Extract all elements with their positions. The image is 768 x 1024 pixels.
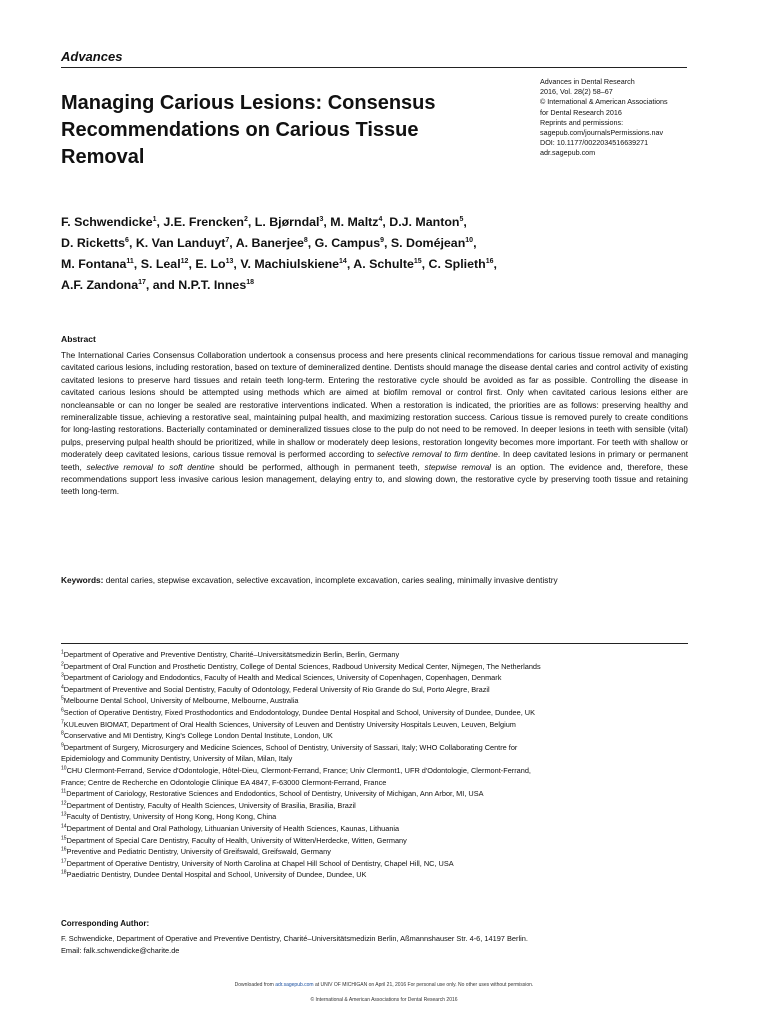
affiliation-text: Preventive and Pediatric Dentistry, University of Greifswald, Greifswald, Germany: [66, 847, 331, 857]
title-line: Managing Carious Lesions: Consensus: [61, 92, 436, 114]
keywords: [61, 574, 701, 586]
affiliation-number: 18: [61, 869, 67, 876]
author-affiliation-number: 12: [180, 257, 189, 265]
author: [136, 236, 229, 250]
affiliation-number: 11: [61, 788, 67, 795]
download-link[interactable]: adr.sagepub.com: [275, 982, 314, 988]
affiliation: [61, 800, 701, 812]
article-title: [61, 90, 501, 171]
abstract-body: [61, 349, 688, 498]
affiliation-number: 7: [61, 719, 64, 726]
author: [236, 236, 308, 250]
reprints-label: Reprints and permissions:: [540, 117, 624, 127]
author-name: N.P.T. Innes: [178, 278, 247, 292]
affiliation-text: Department of Surgery, Microsurgery and Medicine Sciences, School of Dentistry, University of Sassari, Italy; WHO Collaborating Centre for: [63, 742, 518, 752]
author: [178, 278, 254, 292]
affiliation: [61, 649, 701, 661]
affiliation-number: 17: [61, 858, 67, 865]
author-affiliation-number: 14: [339, 257, 347, 265]
affiliations: [61, 649, 701, 881]
author-name: J.E. Frencken: [163, 215, 244, 229]
author-name: F. Schwendicke: [61, 215, 153, 229]
author-name: V. Machiulskiene: [240, 257, 340, 271]
affiliation-text: Department of Operative and Preventive Dentistry, Charité–Universitätsmedizin Berlin, Berlin, Germany: [63, 650, 400, 659]
author: [163, 215, 247, 229]
abstract-heading: Abstract: [61, 334, 96, 344]
author: [353, 257, 421, 271]
abstract-text: . In deep cavitated lesions in primary or permanent teeth,: [61, 449, 688, 472]
affiliation-text: Melbourne Dental School, University of Melbourne, Melbourne, Australia: [63, 696, 299, 706]
abstract-emphasis: stepwise removal: [424, 461, 492, 472]
author-affiliation-number: 16: [485, 257, 494, 265]
affiliation-text: KULeuven BIOMAT, Department of Oral Health Sciences, University of Leuven and Dentistry University Hospitals Leuven, Leuven, Belgium: [63, 719, 516, 729]
affiliation-number: 3: [61, 672, 64, 679]
affiliation-text: Faculty of Dentistry, University of Hong Kong, Hong Kong, China: [66, 812, 277, 822]
author-name: A. Schulte: [353, 257, 414, 271]
author-name: S. Leal: [140, 257, 181, 271]
affiliation: [61, 777, 701, 789]
affiliation-number: 16: [61, 846, 67, 853]
affiliation-number: 10: [61, 765, 67, 772]
keywords-text: dental caries, stepwise excavation, selective excavation, incomplete excavation, caries sealing, minimally invasive dentistry: [103, 575, 558, 585]
affiliation: [61, 846, 701, 858]
author: [195, 257, 233, 271]
affiliation-text: Department of Oral Function and Prosthetic Dentistry, College of Dental Sciences, Radboud University Medical Center, Nijmegen, The Netherlands: [63, 661, 541, 671]
author-affiliation-number: 5: [459, 215, 464, 223]
affiliation-text: Department of Dentistry, Faculty of Health Sciences, University of Brasilia, Brasilia, Brazil: [66, 800, 356, 810]
affiliation: [61, 661, 701, 673]
affiliation: [61, 753, 701, 765]
affiliation-number: 14: [61, 823, 67, 830]
author: [389, 215, 463, 229]
affiliation: [61, 869, 701, 881]
affiliation-number: 6: [61, 707, 64, 714]
author-affiliation-number: 10: [465, 236, 474, 244]
author-name: M. Fontana: [61, 257, 127, 271]
corresponding-author-heading: Corresponding Author:: [61, 919, 150, 928]
affiliation-text: Paediatric Dentistry, Dundee Dental Hospital and School, University of Dundee, Dundee, UK: [66, 870, 367, 880]
affiliation: [61, 835, 701, 847]
abstract-text: should be performed, although in permanent teeth,: [214, 461, 425, 472]
author-name: K. Van Landuyt: [135, 236, 226, 250]
author-affiliation-number: 7: [225, 236, 230, 244]
author-affiliation-number: 3: [319, 215, 324, 223]
affiliation-text: Department of Operative Dentistry, University of North Carolina at Chapel Hill School of Dentistry, Chapel Hill, NC, USA: [66, 858, 454, 868]
affiliation-number: 8: [61, 730, 64, 737]
author-name: E. Lo: [195, 257, 226, 271]
copyright-line: © International & American Associations: [540, 97, 668, 107]
section-divider: [61, 67, 687, 68]
author-list: F. Schwendicke$^1$, J.E. Frencken$^2$, L. Bjørndal$^3$, M. Maltz$^4$, D.J. Manton$^5$, D. Ricketts$^6$, K. Van Landuyt$^7$, A. Banerjee$^8$, G. Campus$^9$, S. Doméjean$^{10}$, M. Fontana$^{11}$, S. Leal$^{12}$, E. Lo$^{13}$, V. Machiulskiene$^{14}$, A. Schulte$^{15}$, C. Splieth$^{16}$, A.F. Zandona$^{17}$, and N.P.T. Innes$^{18}$: [61, 215, 497, 292]
affiliation: [61, 730, 701, 742]
author-affiliation-number: 9: [380, 236, 384, 244]
author-name: L. Bjørndal: [254, 215, 320, 229]
affiliation-number: 5: [61, 695, 64, 702]
author-affiliation-number: 8: [303, 236, 308, 244]
affiliation: [61, 788, 701, 800]
author-affiliation-number: 11: [126, 257, 134, 265]
corresponding-email[interactable]: Email: falk.schwendicke@charite.de: [61, 946, 180, 956]
affiliation: [61, 684, 701, 696]
permissions-link[interactable]: sagepub.com/journalsPermissions.nav: [540, 128, 664, 138]
affiliation: [61, 742, 701, 754]
copyright-line: for Dental Research 2016: [540, 107, 622, 117]
affiliation-text: Department of Special Care Dentistry, Faculty of Health, University of Witten/Herdecke, Witten, Germany: [66, 835, 407, 845]
download-prefix: Downloaded from: [234, 982, 276, 988]
affiliation-text: France; Centre de Recherche en Odontologie Clinique EA 4847, F-63000 Clermont-Ferrand, France: [61, 777, 387, 787]
author-name: A.F. Zandona: [61, 278, 139, 292]
author: [240, 257, 347, 271]
affiliation: [61, 765, 701, 777]
author-name: D. Ricketts: [61, 236, 126, 250]
author-name: M. Maltz: [330, 215, 379, 229]
affiliation-number: 12: [61, 800, 67, 807]
affiliation-text: Department of Cariology and Endodontics, Faculty of Health and Medical Sciences, University of Copenhagen, Copenhagen, Denmark: [63, 673, 502, 683]
download-notice: [0, 982, 768, 988]
footer-copyright: © International & American Associations for Dental Research 2016: [310, 997, 458, 1003]
affiliation: [61, 695, 701, 707]
affiliation-text: CHU Clermont-Ferrand, Service d'Odontologie, Hôtel-Dieu, Clermont-Ferrand, France; Univ Clermont1, UFR d'Odontologie, Clermont-Ferrand,: [66, 765, 531, 775]
journal-volume: 2016, Vol. 28(2) 58–67: [540, 87, 613, 97]
affiliation-text: Department of Dental and Oral Pathology, Lithuanian University of Health Sciences, Kaunas, Lithuania: [66, 823, 400, 833]
affiliation: [61, 719, 701, 731]
author-affiliation-number: 2: [243, 215, 248, 223]
author: [255, 215, 324, 229]
journal-site-link[interactable]: adr.sagepub.com: [540, 148, 596, 158]
author: [141, 257, 189, 271]
affiliation: [61, 823, 701, 835]
author-affiliation-number: 4: [378, 215, 383, 223]
affiliation-number: 15: [61, 835, 67, 842]
author: [61, 215, 157, 229]
affiliation-text: Department of Preventive and Social Dentistry, Faculty of Odontology, Federal University of Rio Grande do Sul, Porto Alegre, Brazil: [63, 684, 490, 694]
author-name: S. Doméjean: [390, 236, 466, 250]
author: [61, 236, 129, 250]
affiliations-divider: [61, 643, 688, 644]
affiliation: [61, 707, 701, 719]
author-affiliation-number: 15: [413, 257, 422, 265]
affiliation-number: 1: [61, 649, 64, 656]
keywords-label: Keywords:: [61, 575, 104, 585]
author: [391, 236, 473, 250]
author-name: A. Banerjee: [235, 236, 304, 250]
affiliation-number: 2: [61, 661, 64, 668]
affiliation-number: 4: [61, 684, 64, 691]
author-affiliation-number: 18: [246, 278, 255, 286]
author: [61, 278, 146, 292]
journal-meta: [540, 77, 710, 159]
abstract-text: The International Caries Consensus Collaboration undertook a consensus process and here presents clinical recommendations for carious tissue removal and managing cavitated carious lesions, including restoration, based on texture of demineralized dentine. Dentists should manage the disease dental caries and control activity of existing cavitated lesions to preserve hard tissues and retain teeth long-term. Entering the restorative cycle should be avoided as far as possible. Controlling the disease in cavitated carious lesions should be attempted using methods which are aimed at biofilm removal or control first. Only when cavitated carious lesions either are noncleansable or can no longer be sealed are restorative interventions indicated. When a restoration is indicated, the priorities are as follows: preserving healthy and remineralizable tissue, achieving a restorative seal, maintaining pulpal health, and maximizing restoration success. Carious tissue is removed purely to create conditions for long-lasting restorations. Bacterially contaminated or demineralized tissues close to the pulp do not need to be removed. In deeper lesions in teeth with sensible (vital) pulps, preserving pulpal health should be prioritized, while in shallow or moderately deep lesions, restoration longevity becomes more important. For teeth with shallow or moderately deep cavitated lesions, carious tissue removal is performed according to: [61, 350, 688, 460]
affiliation-text: Department of Cariology, Restorative Sciences and Endodontics, School of Dentistry, University of Michigan, Ann Arbor, MI, USA: [66, 789, 484, 799]
corresponding-address: F. Schwendicke, Department of Operative and Preventive Dentistry, Charité–Universitätsmedizin Berlin, Aßmannshauser Str. 4-6, 14197 Berlin.: [61, 934, 528, 943]
affiliation-text: Section of Operative Dentistry, Fixed Prosthodontics and Endodontology, Dundee Dental Hospital and School, University of Dundee, Dundee, UK: [63, 707, 535, 717]
author: [429, 257, 494, 271]
abstract-text: is an option. The evidence and, therefore, these recommendations support less invasive carious lesion management, delaying entry to, and slowing down, the restorative cycle by preserving tooth tissue and retaining teeth long-term.: [61, 461, 688, 497]
author: [330, 215, 382, 229]
author-affiliation-number: 17: [138, 278, 146, 286]
author-name: C. Splieth: [428, 257, 486, 271]
affiliation: [61, 811, 701, 823]
author: [315, 236, 384, 250]
affiliation-number: 9: [61, 742, 64, 749]
author: [61, 257, 134, 271]
affiliation-text: Conservative and MI Dentistry, King's College London Dental Institute, London, UK: [63, 731, 333, 741]
affiliation-number: 13: [61, 811, 67, 818]
author-name: D.J. Manton: [389, 215, 460, 229]
affiliation-text: Epidemiology and Community Dentistry, University of Milan, Milan, Italy: [61, 754, 293, 764]
affiliation: [61, 672, 701, 684]
title-line: Recommendations on Carious Tissue: [61, 119, 419, 141]
corresponding-author: [61, 933, 701, 957]
affiliation: [61, 858, 701, 870]
author-affiliation-number: 13: [225, 257, 234, 265]
download-suffix: at UNIV OF MICHIGAN on April 21, 2016 For personal use only. No other uses without permission.: [313, 982, 534, 988]
section-label: Advances: [61, 49, 123, 64]
author-affiliation-number: 6: [125, 236, 129, 244]
author-name: G. Campus: [314, 236, 381, 250]
author-affiliation-number: 1: [152, 215, 157, 223]
abstract-emphasis: selective removal to soft dentine: [86, 461, 215, 472]
abstract-emphasis: selective removal to firm dentine: [377, 449, 498, 460]
title-line: Removal: [61, 146, 145, 168]
doi-link[interactable]: DOI: 10.1177/0022034516639271: [540, 138, 649, 148]
journal-name: Advances in Dental Research: [540, 77, 635, 86]
